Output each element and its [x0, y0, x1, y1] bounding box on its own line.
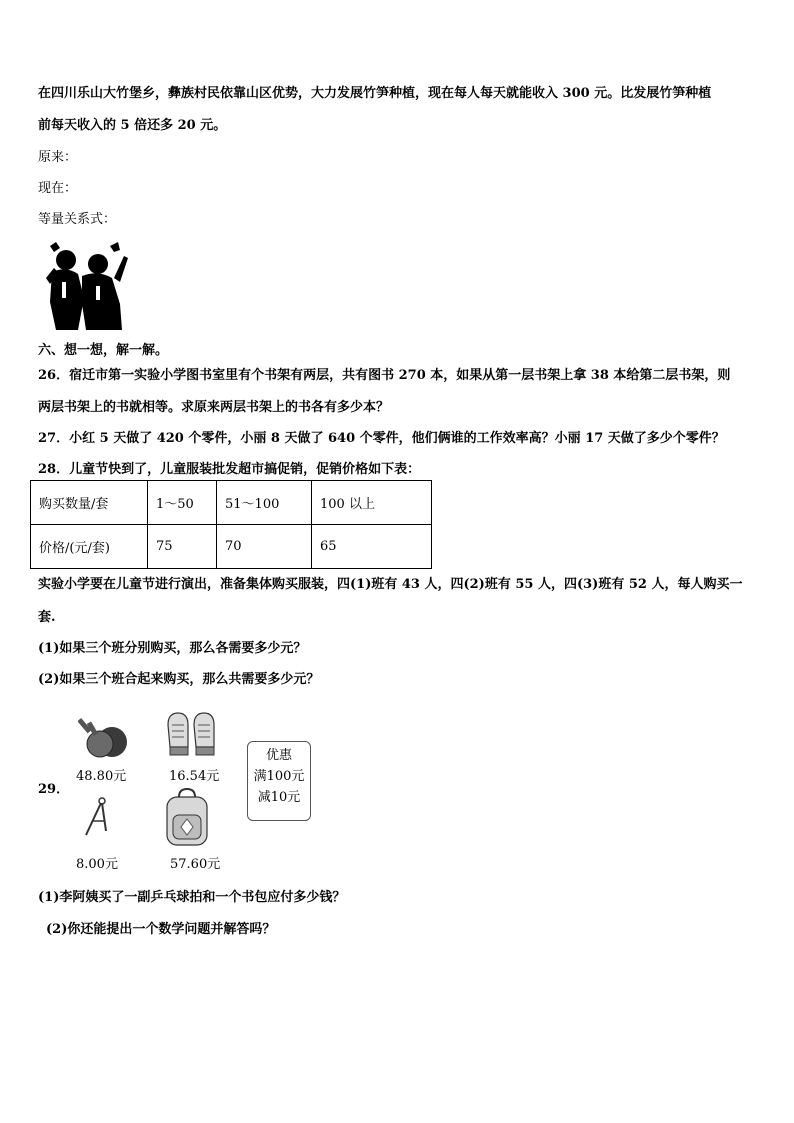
table-cell: 51～100	[217, 481, 312, 525]
intro-line-1: 在四川乐山大竹堡乡，彝族村民依靠山区优势，大力发展竹笋种植，现在每人每天就能收入 300 元。比发展竹笋种植	[38, 86, 712, 101]
table-cell: 100 以上	[312, 481, 432, 525]
backpack-icon	[161, 787, 213, 849]
q28-sub-2: (2)如果三个班合起来购买，那么共需要多少元？	[38, 672, 320, 687]
gloves-price: 16.54元	[169, 769, 220, 784]
q26-line-2: 两层书架上的书就相等。求原来两层书架上的书各有多少本？	[38, 400, 390, 415]
table-cell: 1～50	[148, 481, 217, 525]
table-row	[31, 525, 432, 569]
q28-after-line-1: 实验小学要在儿童节进行演出，准备集体购买服装，四(1)班有 43 人，四(2)班有 55 人，四(3)班有 52 人，每人购买一	[38, 577, 743, 592]
q27-text: 27．小红 5 天做了 420 个零件，小丽 8 天做了 640 个零件，他们俩谁的工作效率高？小丽 17 天做了多少个零件？	[38, 431, 725, 446]
price-table	[30, 480, 432, 569]
promo-box	[247, 741, 311, 821]
q29-sub-2: (2)你还能提出一个数学问题并解答吗？	[46, 922, 276, 937]
gloves-icon	[164, 711, 220, 761]
section-six-heading: 六、想一想，解一解。	[38, 343, 169, 358]
backpack-price: 57.60元	[170, 857, 221, 872]
table-cell: 70	[217, 525, 312, 569]
table-cell: 65	[312, 525, 432, 569]
q26-line-1: 26．宿迁市第一实验小学图书室里有个书架有两层，共有图书 270 本，如果从第一层书架上拿 38 本给第二层书架，则	[38, 368, 731, 383]
promo-line-2: 减10元	[257, 790, 301, 805]
table-cell: 购买数量/套	[31, 481, 148, 525]
q28-intro: 28．儿童节快到了，儿童服装批发超市搞促销，促销价格如下表：	[38, 462, 421, 477]
ping-pong-racket-icon	[78, 712, 130, 760]
silhouette-figures-image	[38, 238, 130, 334]
q28-sub-1: (1)如果三个班分别购买，那么各需要多少元？	[38, 641, 307, 656]
label-now: 现在：	[38, 181, 78, 196]
compass-icon	[82, 795, 112, 841]
promo-title: 优惠	[265, 748, 292, 763]
label-before: 原来：	[38, 150, 78, 165]
q28-after-line-2: 套.	[38, 610, 56, 625]
q29-sub-1: (1)李阿姨买了一副乒乓球拍和一个书包应付多少钱？	[38, 890, 346, 905]
q29-number: 29．	[38, 782, 70, 797]
label-equation: 等量关系式：	[38, 212, 117, 227]
compass-price: 8.00元	[76, 857, 118, 872]
table-cell: 价格/(元/套)	[31, 525, 148, 569]
table-row	[31, 481, 432, 525]
table-cell: 75	[148, 525, 217, 569]
racket-price: 48.80元	[76, 769, 127, 784]
promo-line-1: 满100元	[253, 769, 305, 784]
intro-line-2: 前每天收入的 5 倍还多 20 元。	[38, 118, 227, 133]
